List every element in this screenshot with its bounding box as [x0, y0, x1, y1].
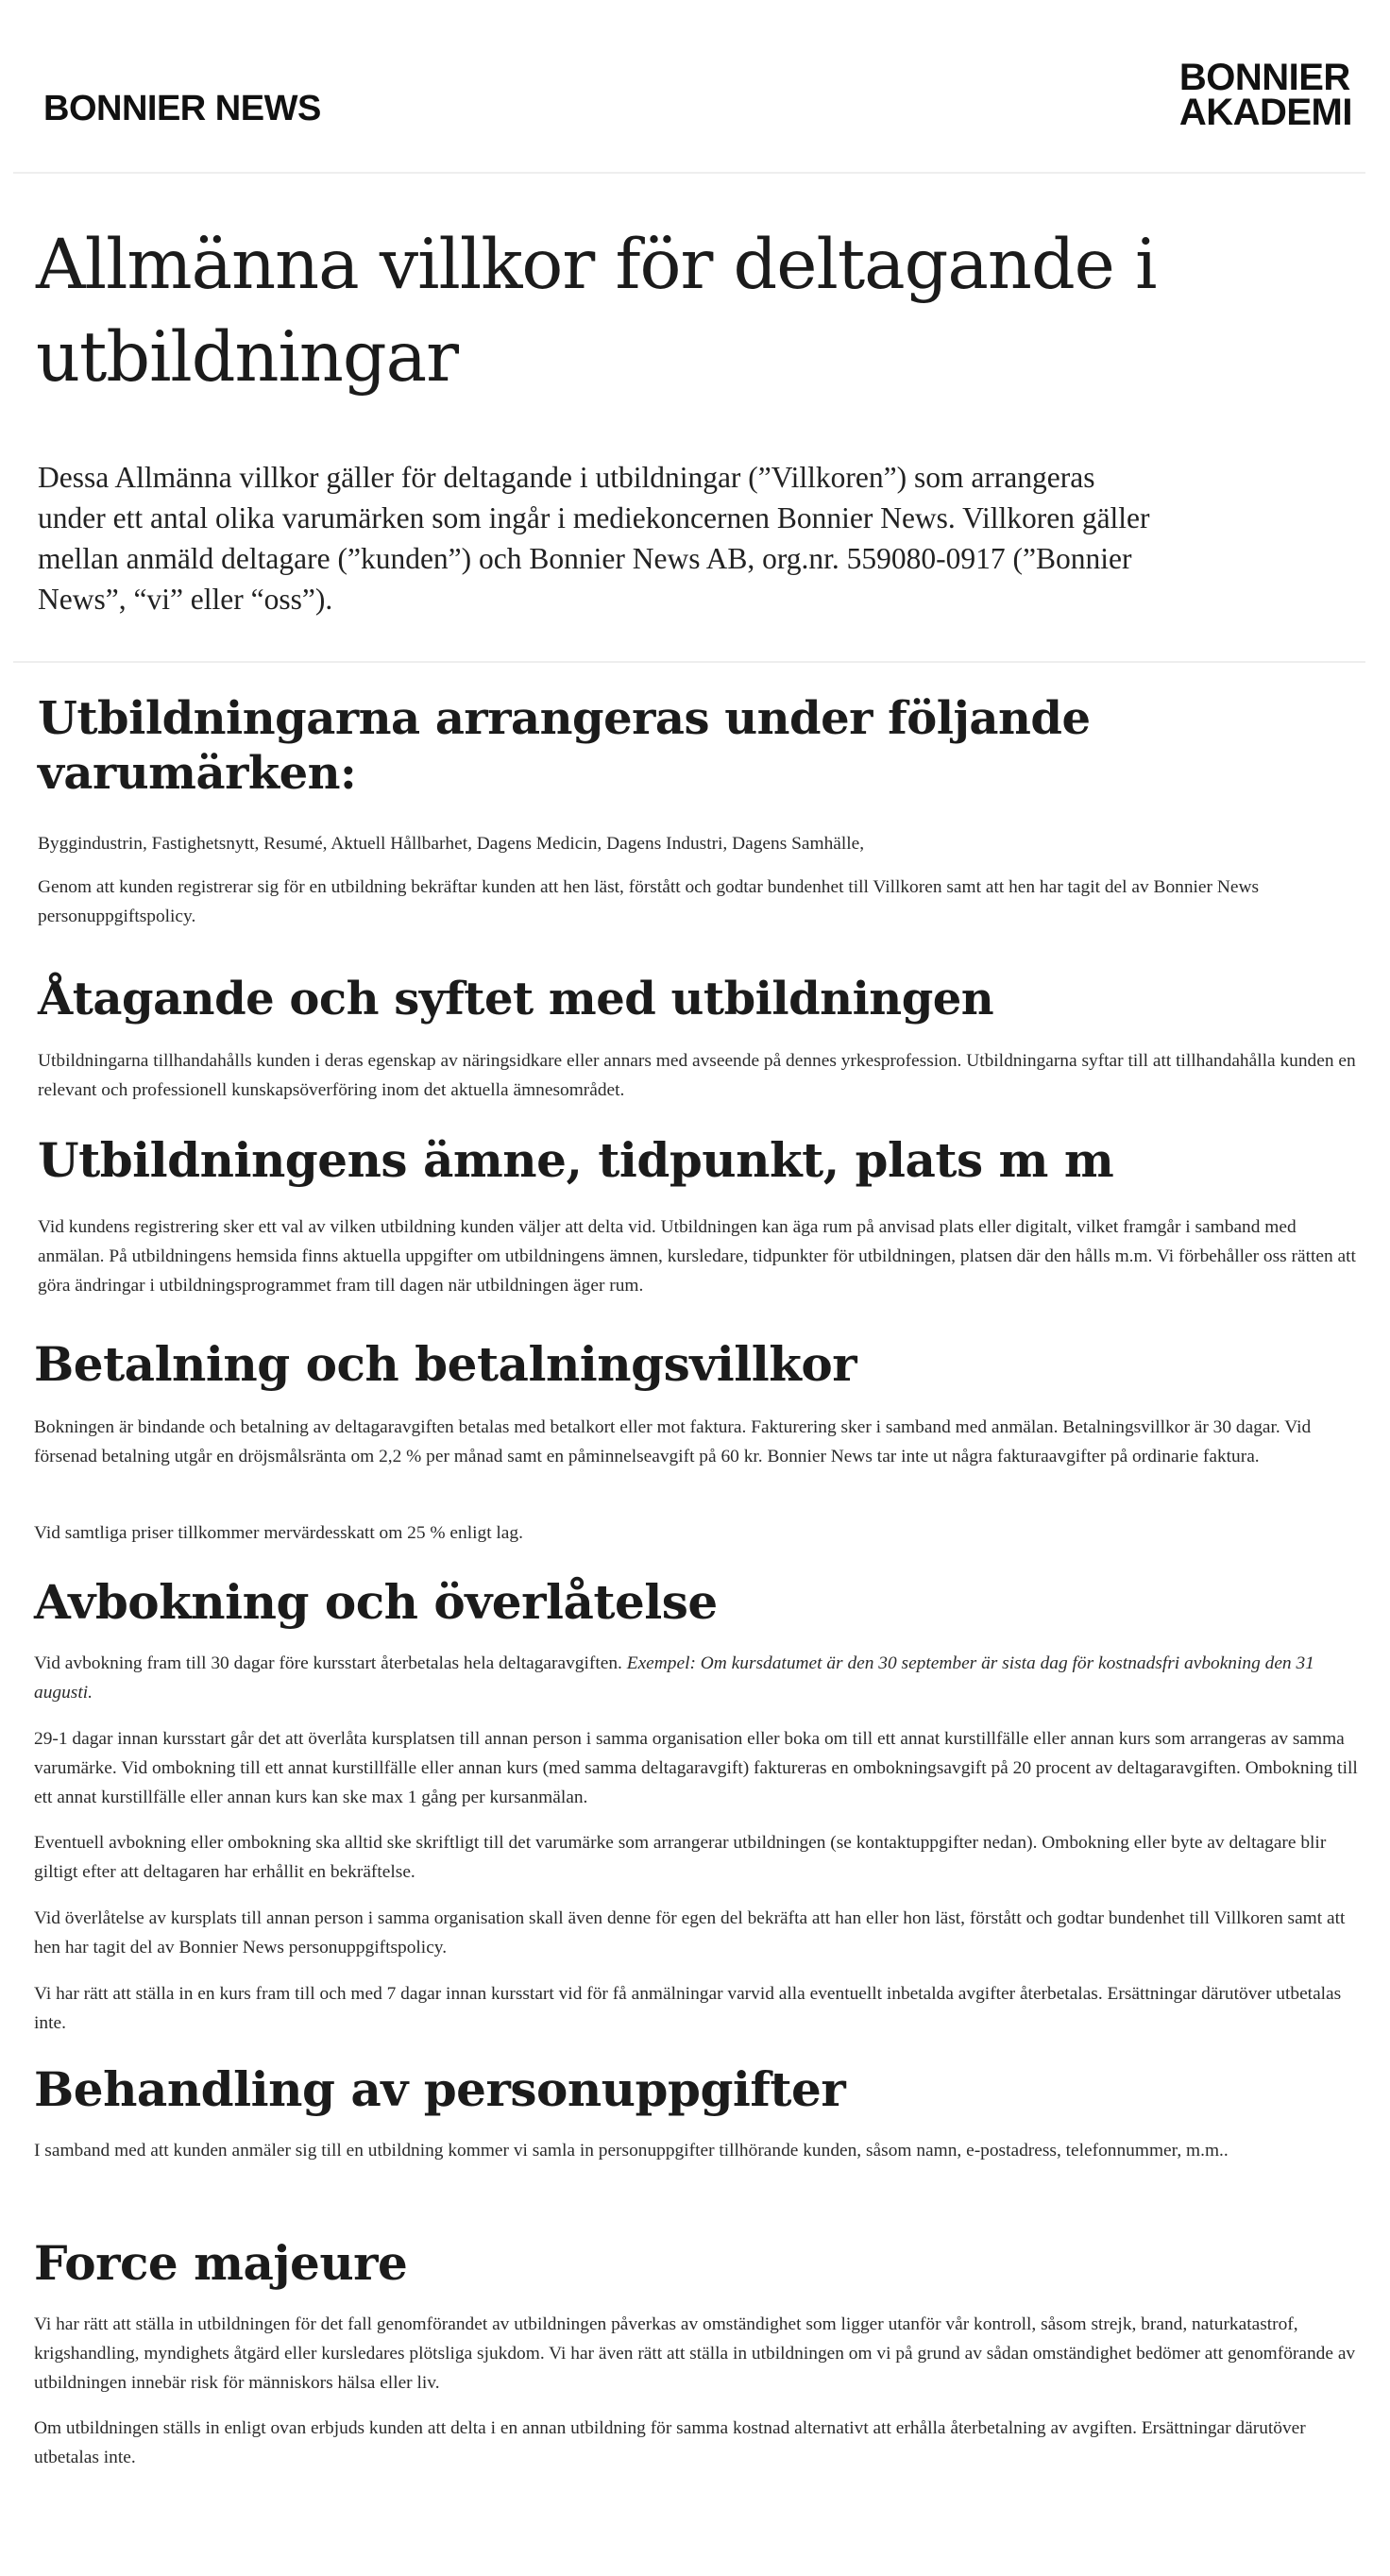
- logo-line-2: AKADEMI: [1178, 92, 1352, 133]
- cancellation-paragraph-3: Eventuell avbokning eller ombokning ska alltid ske skriftligt till det varumärke som arrangerar utbildningen (se kontaktuppgifter nedan). Ombokning eller byte av deltagare blir giltigt efter att deltagaren har erhållit en bekräftelse.: [34, 1833, 1327, 1882]
- section-heading-subject: Utbildningens ämne, tidpunkt, plats m m: [38, 1132, 1114, 1188]
- section-heading-force-majeure: Force majeure: [34, 2235, 408, 2291]
- personal-data-paragraph: I samband med att kunden anmäler sig till en utbildning kommer vi samla in personuppgifter tillhörande kunden, såsom namn, e-postadress, telefonnummer, m.m..: [34, 2141, 1229, 2161]
- page-title: Allmänna villkor för deltagande i utbildningar: [36, 225, 1157, 398]
- brands-consent-paragraph: Genom att kunden registrerar sig för en utbildning bekräftar kunden att hen läst, förstått och godtar bundenhet till Villkoren samt att hen har tagit del av Bonnier News personuppgiftspolicy.: [38, 877, 1259, 926]
- cancellation-example: Exempel: Om kursdatumet är den 30 september är sista dag för kostnadsfri avbokning den 31 augusti.: [34, 1653, 1314, 1703]
- force-majeure-paragraph-2: Om utbildningen ställs in enligt ovan erbjuds kunden att delta i en annan utbildning för samma kostnad alternativt att erhålla återbetalning av avgiften. Ersättningar därutöver utbetalas inte.: [34, 2418, 1306, 2467]
- vat-paragraph: Vid samtliga priser tillkommer mervärdesskatt om 25 % enligt lag.: [34, 1523, 523, 1543]
- subject-paragraph: Vid kundens registrering sker ett val av vilken utbildning kunden väljer att delta vid. Utbildningen kan äga rum på anvisad plats eller digitalt, vilket framgår i samband med anmälan. På utbildningens hemsida finns aktuella uppgifter om utbildningens ämnen, kursledare, tidpunkter för utbildningen, platsen där den hålls m.m. Vi förbehåller oss rätten att göra ändringar i utbildningsprogrammet fram till dagen när utbildningen äger rum.: [38, 1217, 1356, 1296]
- divider: [13, 661, 1365, 663]
- logo-line-1: BONNIER: [1178, 57, 1350, 98]
- site-header: [13, 0, 1365, 174]
- intro-paragraph: Dessa Allmänna villkor gäller för deltagande i utbildningar (”Villkoren”) som arrangeras under ett antal olika varumärken som ingår i mediekoncernen Bonnier News. Villkoren gäller mellan anmäld deltagare (”kunden”) och Bonnier News AB, org.nr. 559080-0917 (”Bonnier News”, “vi” eller “oss”).: [38, 461, 1150, 616]
- payment-paragraph: Bokningen är bindande och betalning av deltagaravgiften betalas med betalkort eller mot faktura. Fakturering sker i samband med anmälan. Betalningsvillkor är 30 dagar. Vid försenad betalning utgår en dröjsmålsränta om 2,2 % per månad samt en påminnelseavgift på 60 kr. Bonnier News tar inte ut några fakturaavgifter på ordinarie faktura.: [34, 1417, 1312, 1466]
- cancellation-paragraph-5: Vi har rätt att ställa in en kurs fram till och med 7 dagar innan kursstart vid för få anmälningar varvid alla eventuellt inbetalda avgifter återbetalas. Ersättningar därutöver utbetalas inte.: [34, 1984, 1342, 2033]
- purpose-paragraph: Utbildningarna tillhandahålls kunden i deras egenskap av näringsidkare eller annars med avseende på dennes yrkesprofession. Utbildningarna syftar till att tillhandahålla kunden en relevant och professionell kunskapsöverföring inom det aktuella ämnesområdet.: [38, 1051, 1356, 1100]
- cancellation-paragraph-4: Vid överlåtelse av kursplats till annan person i samma organisation skall även denne för egen del bekräfta att han eller hon läst, förstått och godtar bundenhet till Villkoren samt att hen har tagit del av Bonnier News personuppgiftspolicy.: [34, 1908, 1346, 1957]
- brands-list: Byggindustrin, Fastighetsnytt, Resumé, Aktuell Hållbarhet, Dagens Medicin, Dagens Industri, Dagens Samhälle,: [38, 834, 865, 854]
- cancellation-rule: Vid avbokning fram till 30 dagar före kursstart återbetalas hela deltagaravgiften.: [34, 1653, 622, 1673]
- section-heading-payment: Betalning och betalningsvillkor: [34, 1336, 857, 1392]
- cancellation-paragraph-1: [34, 1649, 1364, 1707]
- bonnier-news-logo[interactable]: BONNIER NEWS: [43, 89, 321, 128]
- cancellation-paragraph-2: 29-1 dagar innan kursstart går det att överlåta kursplatsen till annan person i samma organisation eller boka om till ett annat kurstillfälle eller annan kurs som arrangeras av samma varumärke. Vid ombokning till ett annat kurstillfälle eller annan kurs (med samma deltagaravgift) faktureras en ombokningsavgift på 20 procent av deltagaravgiften. Ombokning till ett annat kurstillfälle eller annan kurs kan ske max 1 gång per kursanmälan.: [34, 1729, 1358, 1807]
- force-majeure-paragraph-1: Vi har rätt att ställa in utbildningen för det fall genomförandet av utbildningen påverkas av omständighet som ligger utanför vår kontroll, såsom strejk, brand, naturkatastrof, krigshandling, myndighets åtgärd eller kursledares plötsliga sjukdom. Vi har även rätt att ställa in utbildningen om vi på grund av sådan omständighet bedömer att genomförande av utbildningen innebär risk för människors hälsa eller liv.: [34, 2314, 1356, 2393]
- bonnier-akademi-logo[interactable]: [1178, 57, 1352, 133]
- section-heading-cancellation: Avbokning och överlåtelse: [34, 1574, 718, 1630]
- section-heading-purpose: Åtagande och syftet med utbildningen: [38, 973, 994, 1025]
- section-heading-brands: Utbildningarna arrangeras under följande varumärken:: [38, 692, 1091, 800]
- section-heading-personal-data: Behandling av personuppgifter: [34, 2061, 846, 2117]
